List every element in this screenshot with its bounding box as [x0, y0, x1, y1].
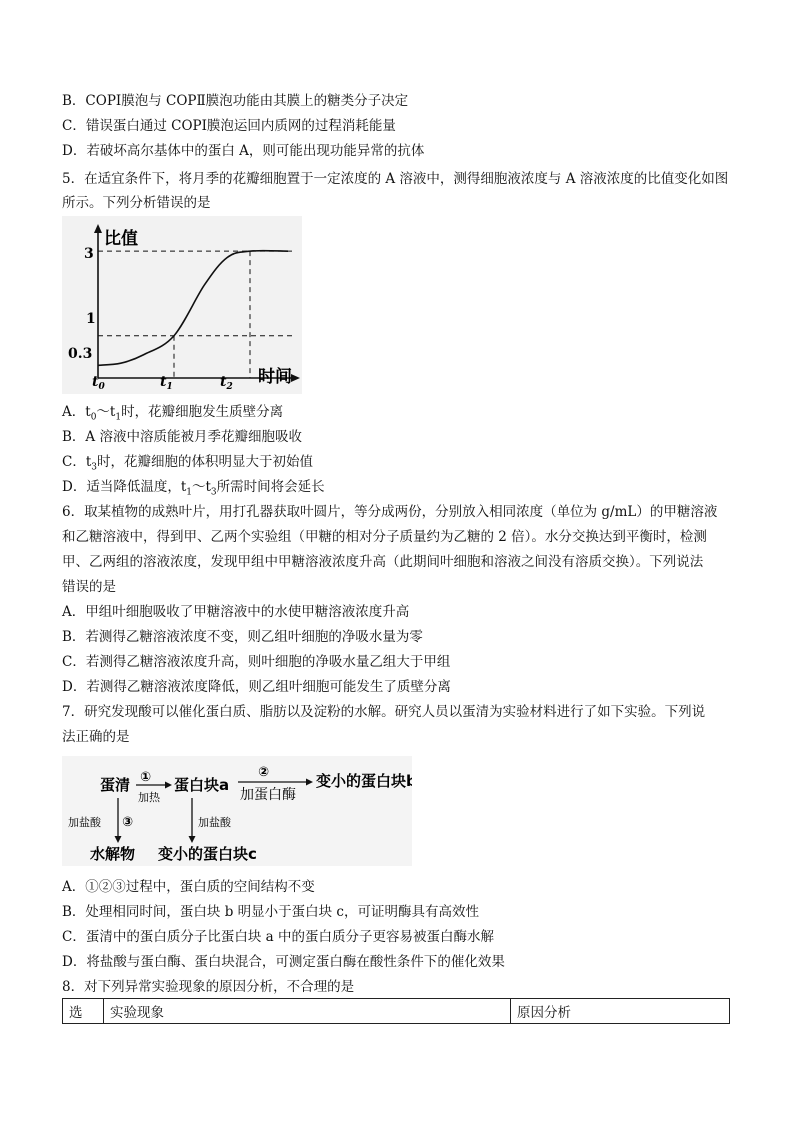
y-tick-1: 1	[86, 311, 96, 327]
q8-table	[62, 998, 730, 1024]
q7-stem-line1: 7．研究发现酸可以催化蛋白质、脂肪以及淀粉的水解。研究人员以蛋清为实验材料进行了如下实验。下列说	[62, 704, 706, 720]
q6-stem-line1: 6．取某植物的成熟叶片，用打孔器获取叶圆片，等分成两份，分别放入相同浓度（单位为 g/mL）的甲糖溶液	[62, 504, 718, 520]
q5-option-b: B．A 溶液中溶质能被月季花瓣细胞吸收	[62, 429, 302, 445]
q5-ratio-graph	[62, 216, 302, 394]
node-block-a: 蛋白块a	[174, 776, 230, 794]
label-step1: ①	[140, 770, 152, 785]
q4-option-b: B．COPⅠ膜泡与 COPⅡ膜泡功能由其膜上的糖类分子决定	[62, 93, 409, 109]
q6-option-c: C．若测得乙糖溶液浓度升高，则叶细胞的净吸水量乙组大于甲组	[62, 654, 451, 670]
q6-option-a: A．甲组叶细胞吸收了甲糖溶液中的水使甲糖溶液浓度升高	[62, 604, 410, 620]
node-egg-white: 蛋清	[100, 776, 131, 794]
q5-option-c: C．$t_3$时，花瓣细胞的体积明显大于初始值	[62, 454, 313, 473]
arrow-down-mid-head	[189, 836, 196, 843]
y-tick-0.3: 0.3	[68, 346, 93, 362]
node-hydrolysate: 水解物	[90, 845, 136, 863]
q7-option-a: A．①②③过程中，蛋白质的空间结构不变	[62, 879, 315, 895]
q7-option-d: D．将盐酸与蛋白酶、蛋白块混合，可测定蛋白酶在酸性条件下的催化效果	[62, 954, 505, 970]
x-tick-t1: $t_1$	[160, 374, 173, 392]
q6-stem-line3: 甲、乙两组的溶液浓度，发现甲组中甲糖溶液浓度升高（此期间叶细胞和溶液之间没有溶质交换）。下列说法	[62, 554, 704, 570]
x-tick-t2: $t_2$	[220, 374, 233, 392]
label-heat: 加热	[138, 791, 160, 804]
arrow-protease-head	[306, 779, 313, 786]
y-tick-3: 3	[84, 246, 94, 262]
table-header-analysis: 原因分析	[511, 999, 730, 1024]
q5-option-a: A．$t_0\sim t_1$时，花瓣细胞发生质壁分离	[62, 404, 284, 423]
label-step2: ②	[258, 765, 270, 780]
q5-option-d: D．适当降低温度，$t_1\sim t_3$所需时间将会延长	[62, 479, 325, 498]
q4-option-d: D．若破坏高尔基体中的蛋白 A，则可能出现功能异常的抗体	[62, 143, 425, 159]
arrow-heat-head	[165, 782, 172, 789]
q7-option-c: C．蛋清中的蛋白质分子比蛋白块 a 中的蛋白质分子更容易被蛋白酶水解	[62, 929, 494, 945]
table-header-option: 选	[63, 999, 104, 1024]
y-axis-arrow	[94, 224, 102, 233]
q7-diagram-svg	[62, 756, 412, 866]
label-step3: ③	[122, 815, 134, 830]
q6-option-d: D．若测得乙糖溶液浓度降低，则乙组叶细胞可能发生了质壁分离	[62, 679, 451, 695]
q5-stem: 5．在适宜条件下，将月季的花瓣细胞置于一定浓度的 A 溶液中，测得细胞液浓度与 A 溶液浓度的比值变化如图所示。下列分析错误的是	[62, 171, 729, 211]
q7-option-b: B．处理相同时间，蛋白块 b 明显小于蛋白块 c，可证明酶具有高效性	[62, 904, 479, 920]
arrow-down-left-head	[115, 836, 122, 843]
y-axis-label: 比值	[104, 229, 138, 249]
x-tick-t0: $t_0$	[92, 374, 105, 392]
q4-option-c: C．错误蛋白通过 COPⅠ膜泡运回内质网的过程消耗能量	[62, 118, 396, 134]
q5-graph-marks	[98, 251, 294, 378]
x-axis-label: 时间	[258, 367, 292, 387]
table-header-row	[63, 999, 730, 1024]
label-add-hcl-mid: 加盐酸	[198, 816, 231, 829]
x-axis-arrow	[291, 374, 300, 382]
table-header-phenomenon: 实验现象	[104, 999, 511, 1024]
q7-stem-line2: 法正确的是	[62, 729, 130, 745]
node-block-b: 变小的蛋白块b	[316, 772, 412, 790]
q6-option-b: B．若测得乙糖溶液浓度不变，则乙组叶细胞的净吸水量为零	[62, 629, 423, 645]
q6-stem-line4: 错误的是	[62, 579, 116, 595]
label-add-hcl-left: 加盐酸	[68, 816, 101, 829]
label-add-protease: 加蛋白酶	[240, 787, 296, 803]
q5-graph-svg	[62, 216, 302, 394]
ratio-curve	[98, 251, 288, 366]
q8-stem: 8．对下列异常实验现象的原因分析，不合理的是	[62, 979, 355, 995]
q7-experiment-diagram	[62, 756, 412, 866]
q6-stem-line2: 和乙糖溶液中，得到甲、乙两个实验组（甲糖的相对分子质量约为乙糖的 2 倍）。水分交换达到平衡时，检测	[62, 529, 707, 545]
node-block-c: 变小的蛋白块c	[158, 845, 257, 863]
